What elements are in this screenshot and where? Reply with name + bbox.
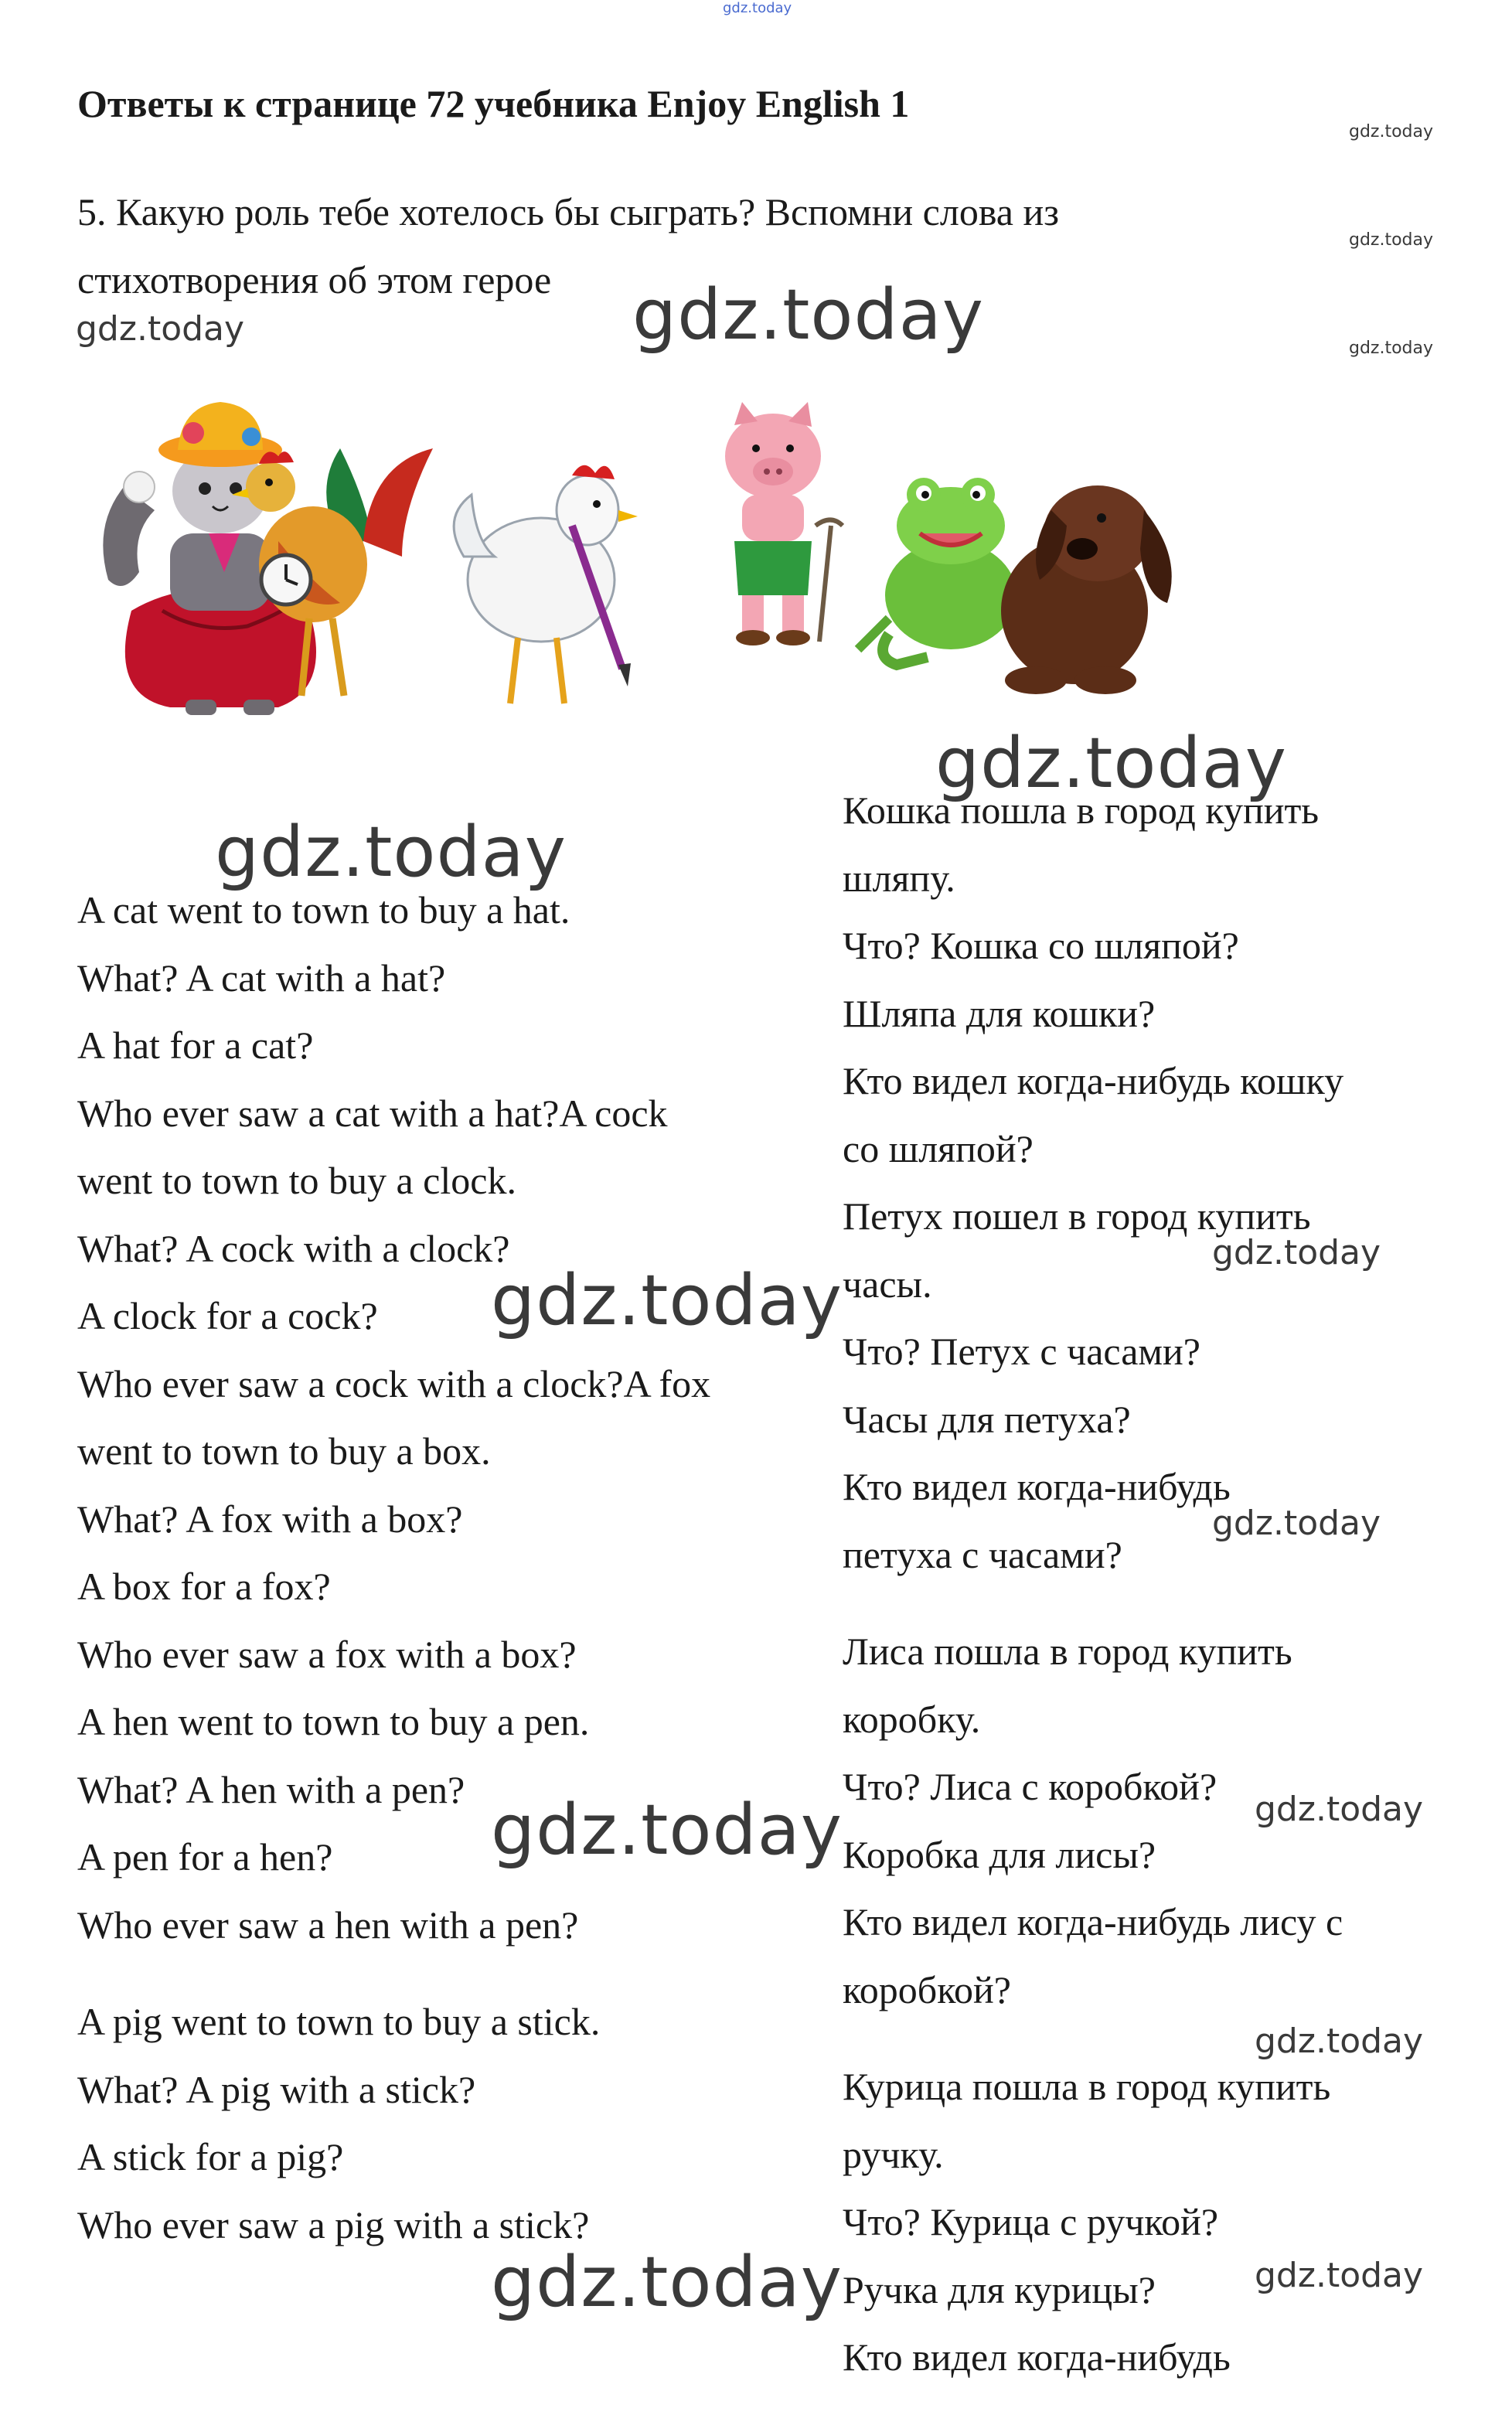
translation-line: Кошка пошла в город купить	[843, 789, 1320, 832]
poem-line: What? A cat with a hat?	[77, 955, 446, 1000]
translation-line: Коробка для лисы?	[843, 1832, 1156, 1876]
poem-line: Who ever saw a cat with a hat?A cock	[77, 1091, 668, 1135]
russian-translation	[843, 777, 1343, 2392]
translation-line: Кто видел когда-нибудь кошку	[843, 1059, 1344, 1102]
translation-line: Кто видел когда-нибудь лису с	[843, 1900, 1343, 1943]
poem-line: A box for a fox?	[77, 1565, 331, 1608]
poem-line: A hat for a cat?	[77, 1024, 314, 1067]
watermark-small: gdz.today	[1255, 1790, 1424, 1829]
translation-line: коробкой?	[843, 1967, 1011, 2011]
watermark-large: gdz.today	[935, 723, 1288, 804]
watermark-small: gdz.today	[1255, 2256, 1424, 2295]
frog-icon	[858, 478, 1017, 665]
hen-with-pen-icon	[454, 465, 638, 703]
poem-line: A clock for a cock?	[77, 1294, 378, 1337]
dog-icon	[1001, 485, 1172, 694]
watermark-large: gdz.today	[632, 274, 985, 356]
translation-line: Петух пошел в город купить	[843, 1194, 1311, 1238]
translation-line: Что? Курица с ручкой?	[843, 2200, 1219, 2243]
watermark-large: gdz.today	[491, 2242, 843, 2323]
translation-line: Курица пошла в город купить	[843, 2065, 1331, 2108]
watermark-margin: gdz.today	[1349, 230, 1434, 250]
watermark-large: gdz.today	[215, 812, 567, 893]
pig-with-stick-icon	[725, 402, 843, 645]
watermark-small: gdz.today	[1212, 1233, 1381, 1272]
watermark-small: gdz.today	[1212, 1504, 1381, 1543]
translation-line: Шляпа для кошки?	[843, 991, 1156, 1035]
poem-line: Who ever saw a cock with a clock?A fox	[77, 1361, 711, 1405]
watermark-margin: gdz.today	[1349, 122, 1434, 141]
translation-line: Что? Лиса с коробкой?	[843, 1765, 1217, 1808]
translation-line: петуха с часами?	[843, 1532, 1122, 1576]
poem-line: Who ever saw a fox with a box?	[77, 1632, 577, 1676]
poem-line: A cat went to town to buy a hat.	[77, 888, 570, 932]
translation-line: часы.	[843, 1262, 932, 1306]
poem-line: What? A fox with a box?	[77, 1497, 463, 1541]
task-line: 5. Какую роль тебе хотелось бы сыграть? Вспомни слова из	[77, 190, 1059, 233]
task-line: стихотворения об этом герое	[77, 258, 552, 301]
watermark-small: gdz.today	[1255, 2022, 1424, 2061]
poem-line: What? A cock with a clock?	[77, 1226, 510, 1270]
poem-line: A hen went to town to buy a pen.	[77, 1700, 590, 1743]
poem-line: A stick for a pig?	[77, 2135, 344, 2178]
poem-line: went to town to buy a clock.	[77, 1159, 516, 1202]
watermark-large: gdz.today	[491, 1790, 843, 1871]
watermark-small: gdz.today	[76, 309, 245, 349]
watermark-margin: gdz.today	[1349, 339, 1434, 358]
translation-line: Что? Петух с часами?	[843, 1330, 1200, 1373]
poem-line: What? A pig with a stick?	[77, 2067, 476, 2111]
page-title: Ответы к странице 72 учебника Enjoy English 1	[77, 82, 910, 125]
poem-line: What? A hen with a pen?	[77, 1767, 465, 1811]
watermark-large: gdz.today	[491, 1260, 843, 1341]
translation-line: Ручка для курицы?	[843, 2267, 1156, 2311]
poem-line: Who ever saw a pig with a stick?	[77, 2202, 590, 2246]
translation-line: Что? Кошка со шляпой?	[843, 924, 1239, 967]
translation-line: ручку.	[843, 2132, 944, 2176]
watermark-top: gdz.today	[723, 0, 792, 16]
poem-line: A pen for a hen?	[77, 1835, 333, 1878]
translation-line: Лиса пошла в город купить	[843, 1630, 1292, 1673]
poem-line: A pig went to town to buy a stick.	[77, 2000, 601, 2043]
poem-line: went to town to buy a box.	[77, 1429, 491, 1473]
translation-line: Кто видел когда-нибудь	[843, 1465, 1231, 1508]
translation-line: со шляпой?	[843, 1126, 1034, 1170]
translation-line: Кто видел когда-нибудь	[843, 2335, 1231, 2379]
translation-line: Часы для петуха?	[843, 1397, 1131, 1441]
poem-line: Who ever saw a hen with a pen?	[77, 1902, 579, 1947]
english-poem	[77, 877, 710, 2259]
characters-illustration	[77, 402, 1175, 727]
translation-line: коробку.	[843, 1697, 981, 1741]
translation-line: шляпу.	[843, 856, 955, 900]
